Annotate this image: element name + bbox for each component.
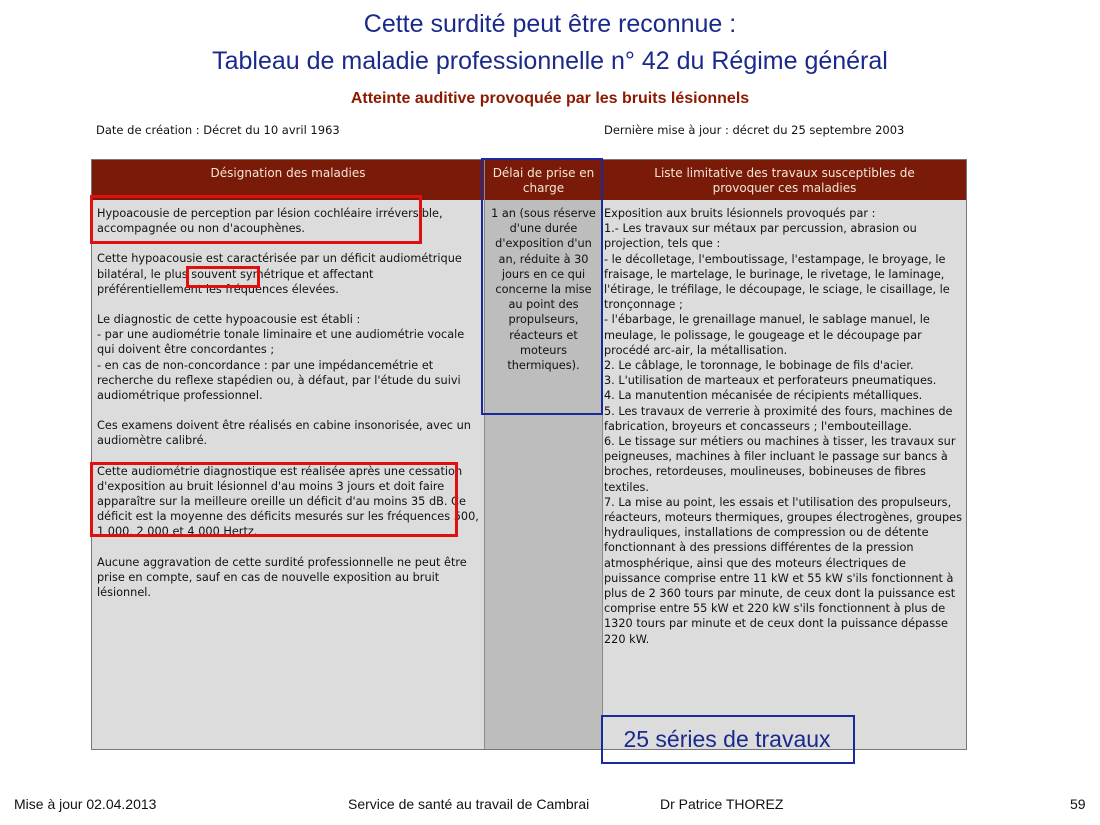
- column-divider: [484, 160, 485, 749]
- column-header-delai: Délai de prise en charge: [485, 160, 602, 200]
- travaux-text: Exposition aux bruits lésionnels provoqués par : 1.- Les travaux sur métaux par percussion, abrasion ou projection, tels que : - le décolletage, l'emboutissage, l'estampage, le broyage, le fraisage, le martelage, le burinage, le rivetage, le laminage, l'étirage, le tréfilage, le découpage, le sciage, le cisaillage, le tronçonnage ; - l'ébarbage, le grenaillage manuel, le sablage manuel, le meulage, le polissage, le gougeage et le découpage par procédé arc-air, la métallisation. 2. Le câblage, le toronnage, le bobinage de fils d'acier. 3. L'utilisation de marteaux et perforateurs pneumatiques. 4. La manutention mécanisée de récipients métalliques. 5. Les travaux de verrerie à proximité des fours, machines de fabrication, broyeurs et concasseurs ; l'embouteillage. 6. Le tissage sur métiers ou machines à tisser, les travaux sur peigneuses, machines à filer incluant le passage sur bancs à broches, retordeuses, moulineuses, bobineuses de fibres textiles. 7. La mise au point, les essais et l'utilisation des propulseurs, réacteurs, moteurs thermiques, groupes électrogènes, groupes hydrauliques, installations de compression ou de détente fonctionnant à des pressions différentes de la pression atmosphérique, ainsi que des moteurs électriques de puissance comprise entre 11 kW et 55 kW s'ils fonctionnent à plus de 2 360 tours par minute, de ceux dont la puissance est comprise entre 55 kW et 220 kW s'ils fonctionnent à plus de 1320 tours par minute et de ceux dont la puissance dépasse 220 kW.: [604, 207, 962, 646]
- column-header-travaux-text: Liste limitative des travaux susceptibles de provoquer ces maladies: [654, 166, 915, 195]
- slide-title-line2: Tableau de maladie professionnelle n° 42 du Régime général: [212, 47, 888, 75]
- column-header-travaux: [603, 160, 966, 200]
- maladie-paragraph-6: Aucune aggravation de cette surdité professionnelle ne peut être prise en compte, sauf en cas de nouvelle exposition au bruit lésionnel.: [97, 555, 467, 600]
- page-number: 59: [1070, 796, 1086, 812]
- slide-title-line1: Cette surdité peut être reconnue :: [363, 10, 737, 38]
- footer-update-date: Mise à jour 02.04.2013: [14, 796, 157, 812]
- table-subtitle: Atteinte auditive provoquée par les bruits lésionnels: [350, 90, 750, 107]
- update-date: Dernière mise à jour : décret du 25 septembre 2003: [604, 123, 905, 137]
- maladie-paragraph-5: Cette audiométrie diagnostique est réalisée après une cessation d'exposition au bruit lésionnel d'au moins 3 jours et doit faire apparaître sur la meilleure oreille un déficit d'au moins 35 dB. Ce déficit est la moyenne des déficits mesurés sur les fréquences 500, 1 000, 2 000 et 4 000 Hertz.: [97, 464, 479, 539]
- column-divider: [602, 160, 603, 749]
- maladie-paragraph-4: Ces examens doivent être réalisés en cabine insonorisée, avec un audiomètre calibré.: [97, 419, 471, 448]
- delai-column: [485, 200, 602, 749]
- delai-text: 1 an (sous réserve d'une durée d'exposition d'un an, réduite à 30 jours en ce qui concerne la mise au point des propulseurs, réacteurs et moteurs thermiques).: [491, 207, 596, 373]
- maladie-paragraph-1: Hypoacousie de perception par lésion cochléaire irréversible, accompagnée ou non d'acouphènes.: [97, 207, 443, 236]
- footer-service: Service de santé au travail de Cambrai: [348, 796, 590, 812]
- maladies-column: [92, 200, 484, 749]
- maladie-paragraph-2: Cette hypoacousie est caractérisée par un déficit audiométrique bilatéral, le plus souvent symétrique et affectant préférentiellement les fréquences élevées.: [97, 252, 462, 296]
- maladie-paragraph-3: Le diagnostic de cette hypoacousie est établi : - par une audiométrie tonale liminaire et une audiométrie vocale qui doivent être concordantes ; - en cas de non-concordance : par une impédancemétrie et recherche du reflexe stapédien ou, à défaut, par l'étude du suivi audiométrique professionnel.: [97, 313, 465, 403]
- travaux-column: [603, 200, 966, 749]
- series-count-label: 25 séries de travaux: [623, 726, 831, 752]
- column-header-maladies: Désignation des maladies: [92, 160, 484, 200]
- creation-date: Date de création : Décret du 10 avril 1963: [96, 123, 340, 137]
- disease-table: [91, 159, 967, 750]
- footer-author: Dr Patrice THOREZ: [660, 796, 784, 812]
